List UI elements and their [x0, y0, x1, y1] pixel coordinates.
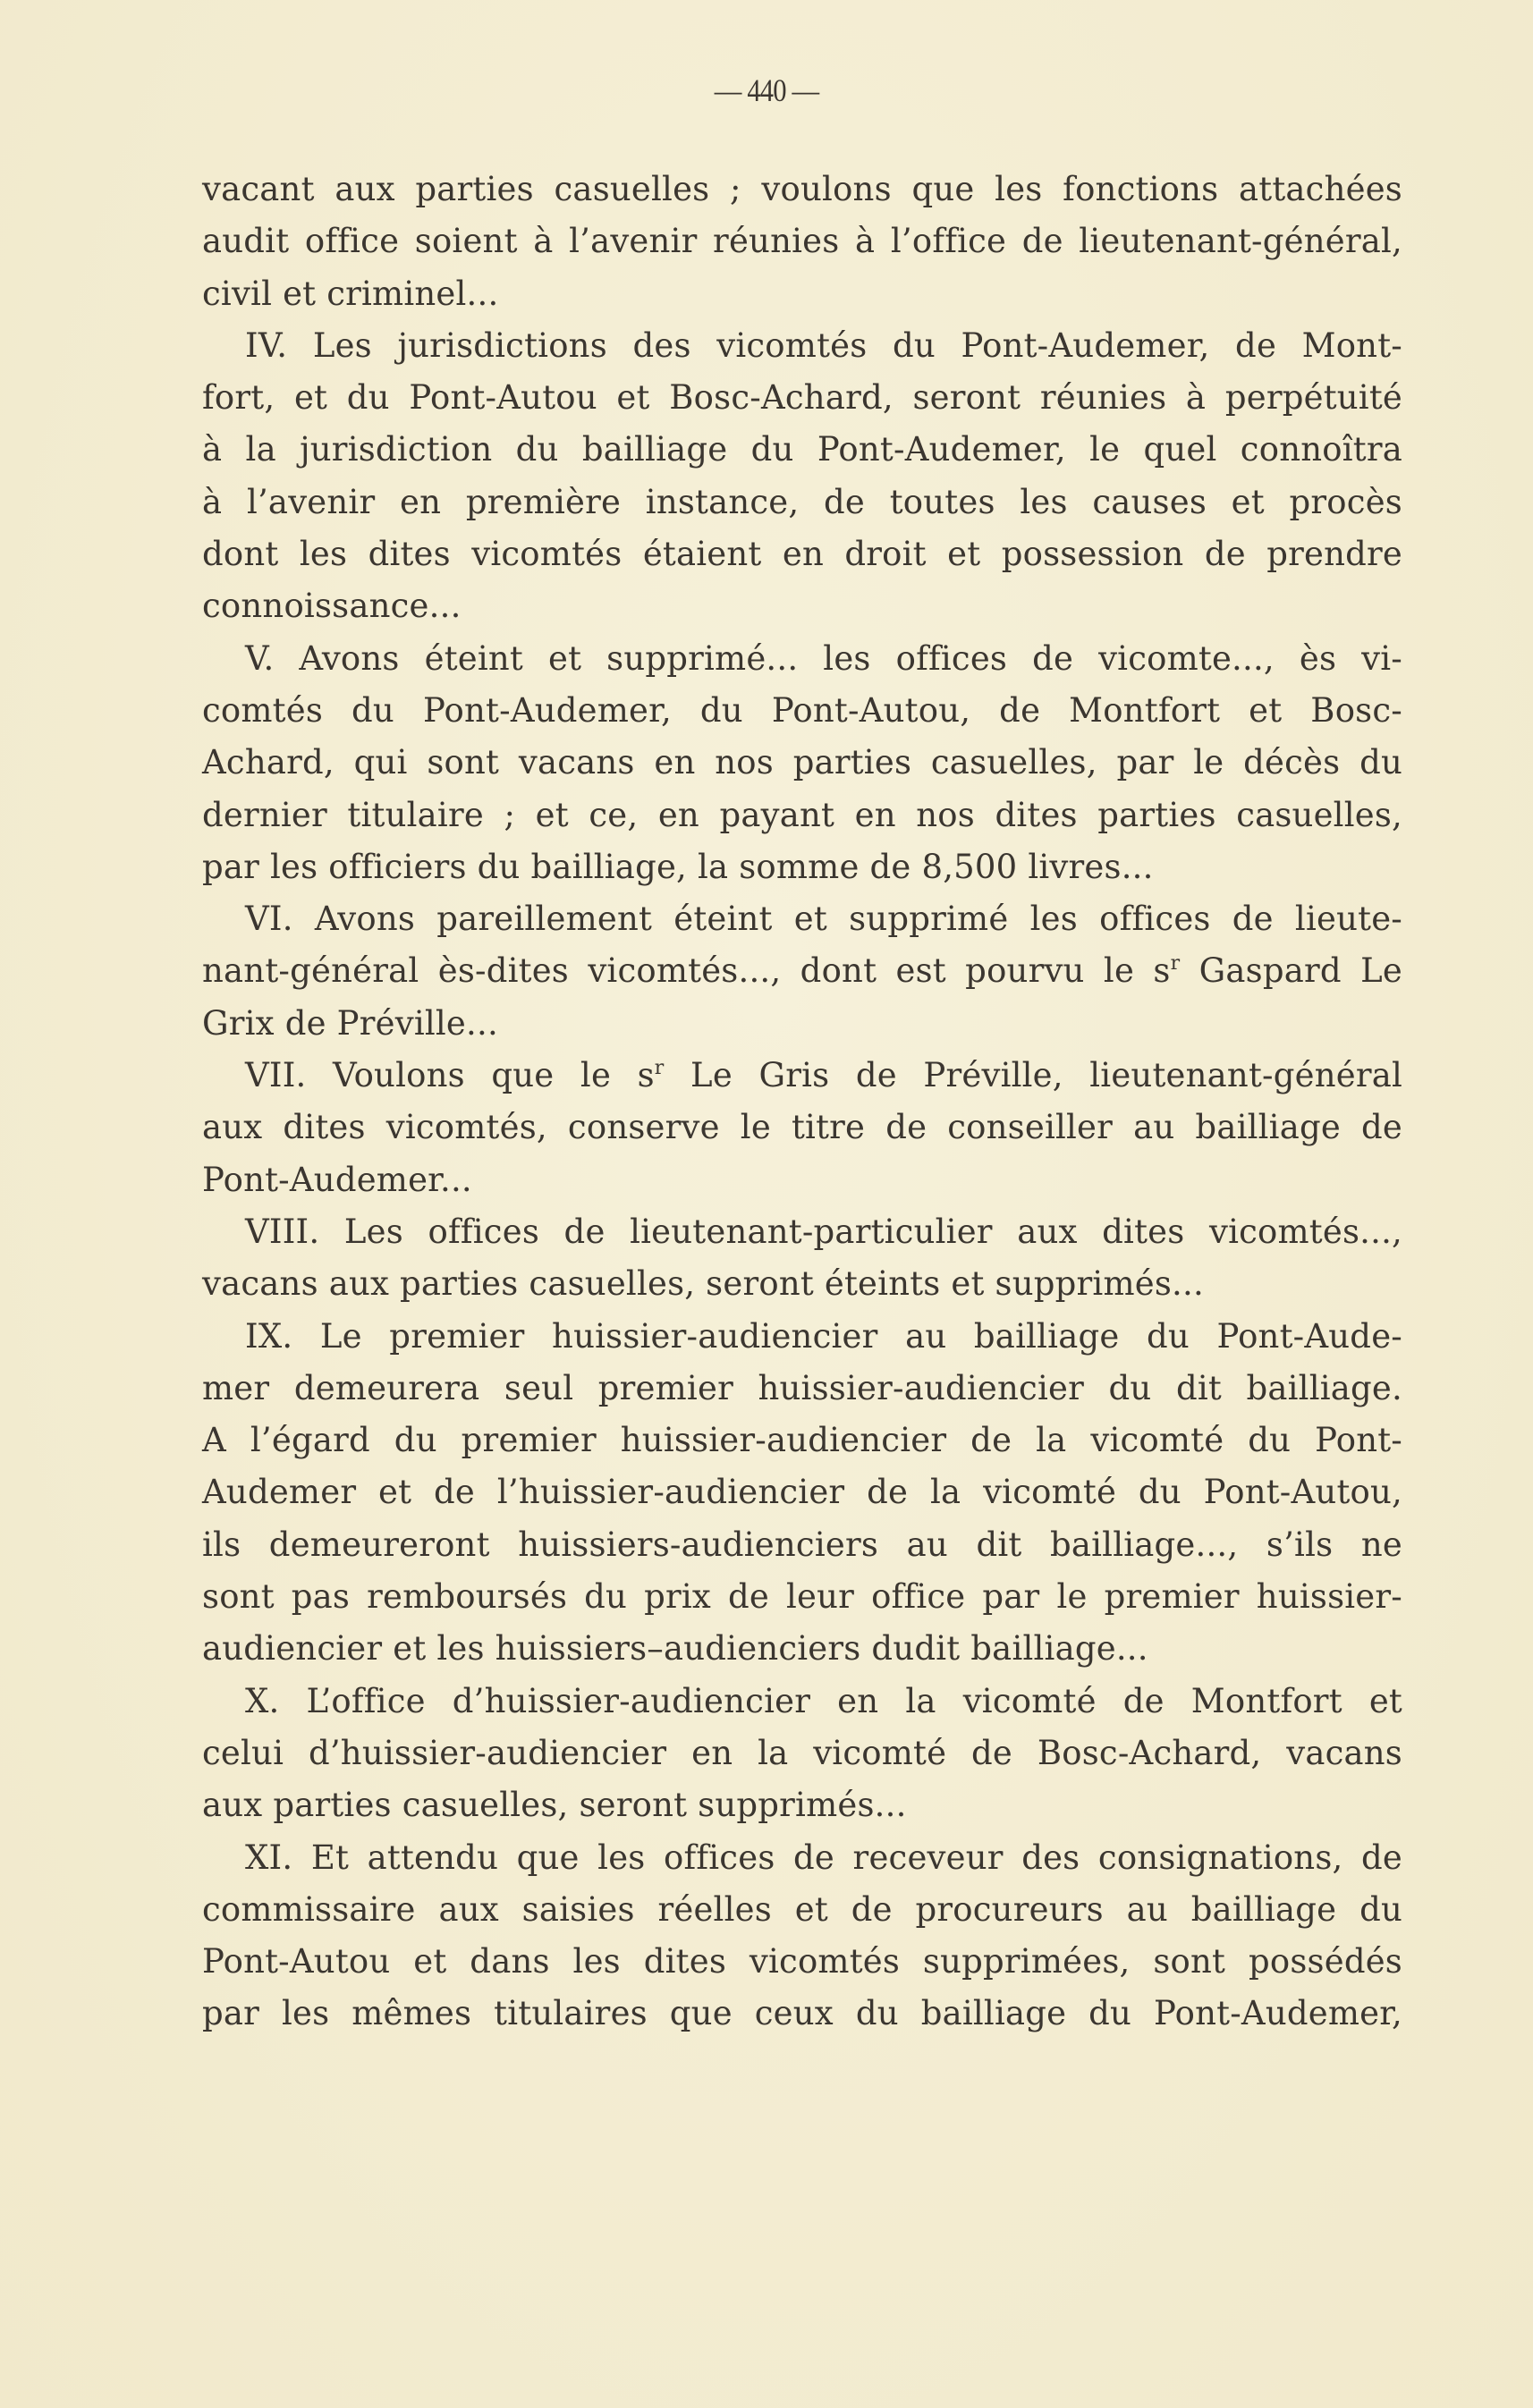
text-line: connoissance... [202, 587, 462, 626]
superscript: r [1170, 952, 1181, 976]
text-line: vacant aux parties casuelles ; voulons que les fonctions attachées [202, 170, 1402, 208]
text-line [202, 945, 1402, 997]
text-line: par les mêmes titulaires que ceux du bailliage du Pont-Audemer, [202, 1994, 1402, 2033]
text-line: sont pas remboursés du prix de leur office par le premier huissier- [202, 1577, 1402, 1617]
text-line: civil et criminel... [202, 274, 499, 313]
text-line: à la jurisdiction du bailliage du Pont-Audemer, le quel connoîtra [202, 430, 1402, 469]
text-line: VI. Avons pareillement éteint et supprimé les offices de lieute- [245, 900, 1402, 939]
text-segment: Gaspard Le [1180, 951, 1402, 991]
text-line: Pont-Autou et dans les dites vicomtés supprimées, sont possédés [202, 1942, 1402, 1981]
text-line [202, 1050, 1402, 1102]
text-line: audit office soient à l’avenir réunies à l’office de lieutenant-général, [202, 222, 1402, 261]
text-line: Audemer et de l’huissier-audiencier de la vicomté du Pont-Autou, [202, 1473, 1402, 1512]
text-line: vacans aux parties casuelles, seront éteints et supprimés... [202, 1264, 1204, 1304]
text-segment: Le Gris de Préville, lieutenant-général [664, 1056, 1403, 1095]
text-line: Achard, qui sont vacans en nos parties casuelles, par le décès du [202, 743, 1402, 782]
body-text [202, 164, 1402, 2040]
text-line: ils demeureront huissiers-audienciers au dit bailliage..., s’ils ne [202, 1525, 1402, 1564]
page-number: — 440 — [714, 72, 819, 108]
text-line: IV. Les jurisdictions des vicomtés du Pont-Audemer, de Mont- [245, 325, 1402, 365]
text-line: V. Avons éteint et supprimé... les offices de vicomte..., ès vi- [245, 638, 1402, 678]
text-line: audiencier et les huissiers–audienciers dudit bailliage... [202, 1629, 1148, 1669]
text-line: aux parties casuelles, seront supprimés... [202, 1786, 907, 1825]
text-line: XI. Et attendu que les offices de receveur des consignations, de [245, 1838, 1402, 1877]
text-line: fort, et du Pont-Autou et Bosc-Achard, seront réunies à perpétuité [202, 378, 1402, 418]
text-line: comtés du Pont-Audemer, du Pont-Autou, de Montfort et Bosc- [202, 690, 1402, 730]
text-segment: VII. Voulons que le s [245, 1056, 655, 1095]
text-line: A l’égard du premier huissier-audiencier de la vicomté du Pont- [202, 1421, 1402, 1460]
text-line: par les officiers du bailliage, la somme de 8,500 livres... [202, 847, 1154, 886]
text-line: X. L’office d’huissier-audiencier en la vicomté de Montfort et [245, 1681, 1402, 1720]
text-segment: nant-général ès-dites vicomtés..., dont est pourvu le s [202, 951, 1171, 991]
text-line: mer demeurera seul premier huissier-audiencier du dit bailliage. [202, 1368, 1402, 1407]
text-line: dernier titulaire ; et ce, en payant en nos dites parties casuelles, [202, 795, 1402, 834]
superscript: r [654, 1057, 665, 1080]
text-line: VIII. Les offices de lieutenant-particulier aux dites vicomtés..., [245, 1212, 1402, 1251]
text-line: IX. Le premier huissier-audiencier au bailliage du Pont-Aude- [245, 1316, 1402, 1356]
text-line: celui d’huissier-audiencier en la vicomté de Bosc-Achard, vacans [202, 1733, 1402, 1772]
text-line: Pont-Audemer... [202, 1160, 472, 1199]
text-line: Grix de Préville... [202, 1003, 498, 1043]
text-line: à l’avenir en première instance, de toutes les causes et procès [202, 482, 1402, 521]
text-line: aux dites vicomtés, conserve le titre de conseiller au bailliage de [202, 1108, 1402, 1147]
text-line: dont les dites vicomtés étaient en droit et possession de prendre [202, 535, 1402, 574]
text-line: commissaire aux saisies réelles et de procureurs au bailliage du [202, 1889, 1402, 1929]
